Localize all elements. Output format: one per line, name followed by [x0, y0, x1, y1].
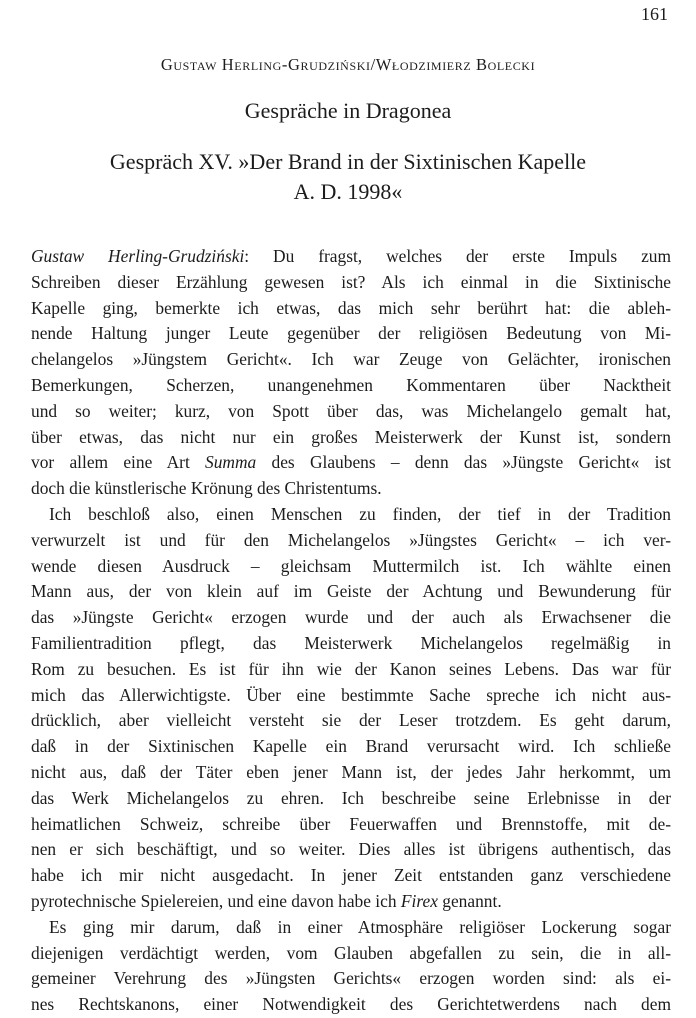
text-line: diejenigen verdächtigt werden, vom Glauben abgefallen zu sein, die in all- [31, 942, 671, 963]
text-line [31, 244, 671, 270]
text-line: Es ging mir darum, daß in einer Atmosphäre religiöser Lockerung sogar [49, 916, 671, 937]
text-line: nes Rechtskanons, einer Notwendigkeit des Gerichtetwerdens nach dem [31, 994, 671, 1015]
text-line: und so weiter; kurz, von Spott über das, was Michelangelo gemalt hat, [31, 400, 671, 421]
chapter-title-line-2: A. D. 1998« [293, 179, 403, 204]
text-line: drücklich, aber vielleicht versteht sie der Leser trotzdem. Es geht darum, [31, 710, 671, 731]
text-line: über etwas, das nicht nur ein großes Meisterwerk der Kunst ist, sondern [31, 426, 671, 447]
text-span: genannt. [437, 890, 502, 911]
text-line [31, 889, 671, 915]
text-span: des Glaubens – denn das »Jüngste Gericht« ist [256, 452, 671, 473]
text-span: vor allem eine Art [31, 452, 206, 473]
text-line: wende diesen Ausdruck – gleichsam Muttermilch ist. Ich wählte einen [31, 555, 671, 576]
series-title: Gespräche in Dragonea [244, 98, 452, 123]
text-line: nen er sich beschäftigt, und so weiter. Dies alles ist übrigens authentisch, das [31, 839, 671, 860]
text-span: : Du fragst, welches der erste Impuls zum [244, 246, 672, 266]
body-text [31, 244, 671, 1018]
text-span: pyrotechnische Spielereien, und eine davon habe ich [31, 890, 401, 911]
text-line: Rom zu besuchen. Es ist für ihn wie der Kanon seines Lebens. Das war für [31, 658, 671, 679]
text-line: heimatlichen Schweiz, schreibe über Feuerwaffen und Brennstoffe, mit de- [31, 813, 671, 834]
text-line: Kapelle ging, bemerkte ich etwas, das mich sehr berührt hat: die ableh- [31, 297, 671, 318]
text-line: Familientradition pflegt, das Meisterwerk Michelangelos regelmäßig in [31, 632, 671, 653]
text-line: verwurzelt ist und für den Michelangelos »Jüngstes Gericht« – ich ver- [31, 529, 671, 550]
italic-term: Firex [400, 890, 438, 911]
text-line: habe ich mir nicht ausgedacht. In jener Zeit entstanden ganz verschiedene [31, 865, 671, 886]
text-line: daß in der Sixtinischen Kapelle ein Brand verursacht wird. Ich schließe [31, 736, 671, 757]
text-line: doch die künstlerische Krönung des Christentums. [31, 478, 382, 499]
text-line: Mann aus, der von klein auf im Geiste der Achtung und Bewunderung für [31, 581, 671, 602]
text-line: gemeiner Verehrung des »Jüngsten Gerichts« erzogen worden sind: als ei- [31, 968, 671, 989]
text-line: nicht aus, daß der Täter eben jener Mann ist, der jedes Jahr herkommt, um [31, 761, 671, 782]
page-number: 161 [641, 4, 668, 24]
text-line: Schreiben dieser Erzählung gewesen ist? Als ich einmal in die Sixtinische [31, 271, 671, 292]
text-line: nende Haltung junger Leute gegenüber der religiösen Bedeutung von Mi- [31, 323, 671, 344]
text-line: das Werk Michelangelos zu ehren. Ich beschreibe seine Erlebnisse in der [31, 787, 671, 808]
text-line: Bemerkungen, Scherzen, unangenehmen Kommentaren über Nacktheit [31, 374, 671, 395]
text-line: mich das Allerwichtigste. Über eine bestimmte Sache spreche ich nicht aus- [31, 684, 671, 705]
text-line: chelangelos »Jüngstem Gericht«. Ich war Zeuge von Gelächter, ironischen [31, 349, 671, 370]
italic-term: Summa [205, 452, 257, 473]
chapter-title [0, 147, 696, 207]
chapter-title-line-1: Gespräch XV. »Der Brand in der Sixtinischen Kapelle [109, 149, 587, 174]
text-line: das »Jüngste Gericht« erzogen wurde und der auch als Erwachsener die [31, 607, 671, 628]
text-line: Ich beschloß also, einen Menschen zu finden, der tief in der Tradition [49, 503, 671, 524]
text-line [31, 450, 671, 476]
speaker-name: Gustaw Herling-Grudziński [31, 246, 245, 266]
running-header-authors: Gustaw Herling-Grudziński/Włodzimierz Bolecki [160, 55, 536, 74]
